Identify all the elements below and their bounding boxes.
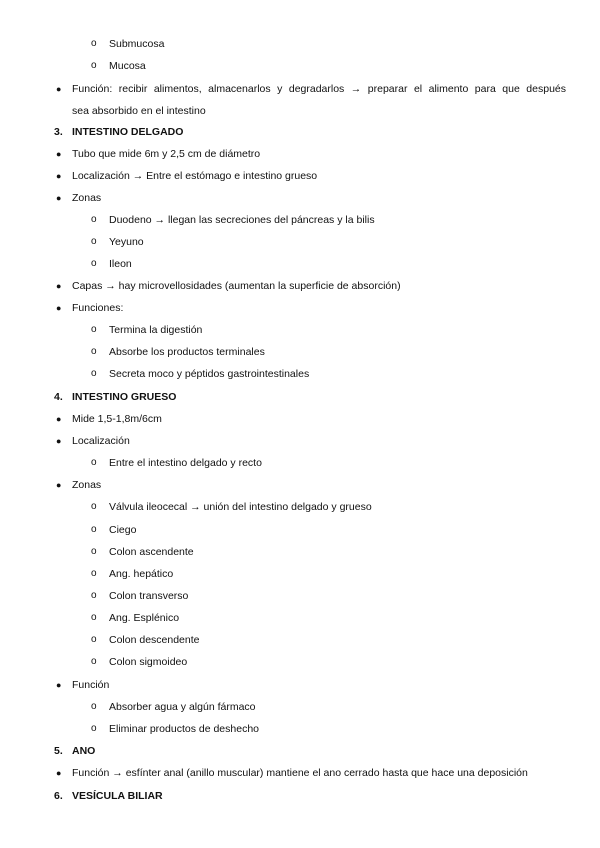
- sub-bullet: o: [91, 457, 97, 468]
- bullet: ●: [56, 84, 62, 94]
- section-heading: [0, 122, 600, 142]
- bullet: ●: [56, 680, 62, 690]
- list-item-text: Zonas: [72, 192, 102, 204]
- list-item: [0, 254, 600, 274]
- sub-bullet: o: [91, 656, 97, 667]
- list-item: [0, 210, 600, 230]
- sub-bullet: o: [91, 701, 97, 712]
- list-item-text: Tubo que mide 6m y 2,5 cm de diámetro: [72, 148, 261, 160]
- sub-bullet: o: [91, 568, 97, 579]
- list-item-text: Válvula ileocecal → unión del intestino delgado y grueso: [109, 501, 372, 513]
- sub-bullet: o: [91, 258, 97, 269]
- list-item: [0, 586, 600, 606]
- list-item: [0, 652, 600, 672]
- list-item-text: Colon transverso: [109, 590, 189, 602]
- list-item: [0, 56, 600, 76]
- list-item-text: Funciones:: [72, 302, 124, 314]
- bullet: ●: [56, 171, 62, 181]
- sub-bullet: o: [91, 590, 97, 601]
- sub-bullet: o: [91, 60, 97, 71]
- sub-bullet: o: [91, 524, 97, 535]
- section-number: 3.: [54, 126, 63, 138]
- list-item-text: Localización → Entre el estómago e intestino grueso: [72, 170, 318, 182]
- bullet: ●: [56, 149, 62, 159]
- list-item-text: Función: [72, 679, 110, 691]
- bullet: ●: [56, 480, 62, 490]
- list-item-text: Mucosa: [109, 60, 146, 72]
- list-item-text: Colon descendente: [109, 634, 200, 646]
- list-item-text: Submucosa: [109, 38, 165, 50]
- bullet: ●: [56, 303, 62, 313]
- list-item-text: Eliminar productos de deshecho: [109, 723, 260, 735]
- list-item-text: Colon ascendente: [109, 546, 194, 558]
- section-heading: [0, 786, 600, 806]
- list-item: [0, 497, 600, 517]
- list-item-text: Secreta moco y péptidos gastrointestinales: [109, 368, 310, 380]
- list-item-text: Colon sigmoideo: [109, 656, 188, 668]
- list-item-continuation: sea absorbido en el intestino: [72, 105, 206, 117]
- list-item-text: Capas → hay microvellosidades (aumentan la superficie de absorción): [72, 280, 401, 292]
- bullet: ●: [56, 281, 62, 291]
- list-item-text: Duodeno → llegan las secreciones del páncreas y la bilis: [109, 214, 375, 226]
- sub-bullet: o: [91, 612, 97, 623]
- list-item-text: Mide 1,5-1,8m/6cm: [72, 413, 162, 425]
- list-item: [0, 364, 600, 384]
- list-item-text: Localización: [72, 435, 130, 447]
- list-item: [0, 409, 600, 429]
- list-item: [0, 166, 600, 186]
- list-item-text: Ileon: [109, 258, 132, 270]
- list-item-text: Entre el intestino delgado y recto: [109, 457, 262, 469]
- list-item: [0, 320, 600, 340]
- list-item: [0, 144, 600, 164]
- section-title: INTESTINO DELGADO: [72, 126, 184, 138]
- list-item-text: Absorbe los productos terminales: [109, 346, 265, 358]
- list-item-text: Ang. Esplénico: [109, 612, 180, 624]
- list-item: [0, 342, 600, 362]
- section-title: ANO: [72, 745, 96, 757]
- list-item: [0, 520, 600, 540]
- list-item: [0, 34, 600, 54]
- list-item: [0, 564, 600, 584]
- list-item: [0, 475, 600, 495]
- sub-bullet: o: [91, 634, 97, 645]
- sub-bullet: o: [91, 324, 97, 335]
- sub-bullet: o: [91, 546, 97, 557]
- sub-bullet: o: [91, 236, 97, 247]
- list-item-text: Ciego: [109, 524, 137, 536]
- section-title: VESÍCULA BILIAR: [72, 790, 163, 802]
- sub-bullet: o: [91, 214, 97, 225]
- list-item: [0, 675, 600, 695]
- list-item: [0, 697, 600, 717]
- sub-bullet: o: [91, 38, 97, 49]
- sub-bullet: o: [91, 346, 97, 357]
- section-number: 5.: [54, 745, 63, 757]
- bullet: ●: [56, 436, 62, 446]
- list-item: [0, 298, 600, 318]
- bullet: ●: [56, 768, 62, 778]
- section-number: 4.: [54, 391, 63, 403]
- section-title: INTESTINO GRUESO: [72, 391, 177, 403]
- section-number: 6.: [54, 790, 63, 802]
- list-item-text: Función → esfínter anal (anillo muscular) mantiene el ano cerrado hasta que hace una deposición: [72, 767, 528, 779]
- list-item: [0, 188, 600, 208]
- list-item-text: Termina la digestión: [109, 324, 203, 336]
- list-item: [0, 431, 600, 451]
- bullet: ●: [56, 414, 62, 424]
- list-item: [0, 763, 600, 783]
- list-item-text: Función: recibir alimentos, almacenarlos y degradarlos → preparar el alimento para que después: [72, 83, 566, 95]
- list-item: [0, 542, 600, 562]
- bullet: ●: [56, 193, 62, 203]
- sub-bullet: o: [91, 501, 97, 512]
- list-item: [0, 630, 600, 650]
- list-item: [0, 719, 600, 739]
- list-item-text: Ang. hepático: [109, 568, 174, 580]
- sub-bullet: o: [91, 723, 97, 734]
- list-item: [0, 232, 600, 252]
- sub-bullet: o: [91, 368, 97, 379]
- list-item-text: Absorber agua y algún fármaco: [109, 701, 256, 713]
- list-item-text: Zonas: [72, 479, 102, 491]
- list-item: [0, 78, 600, 122]
- list-item: [0, 608, 600, 628]
- list-item-text: Yeyuno: [109, 236, 144, 248]
- list-item: [0, 453, 600, 473]
- section-heading: [0, 741, 600, 761]
- section-heading: [0, 387, 600, 407]
- list-item: [0, 276, 600, 296]
